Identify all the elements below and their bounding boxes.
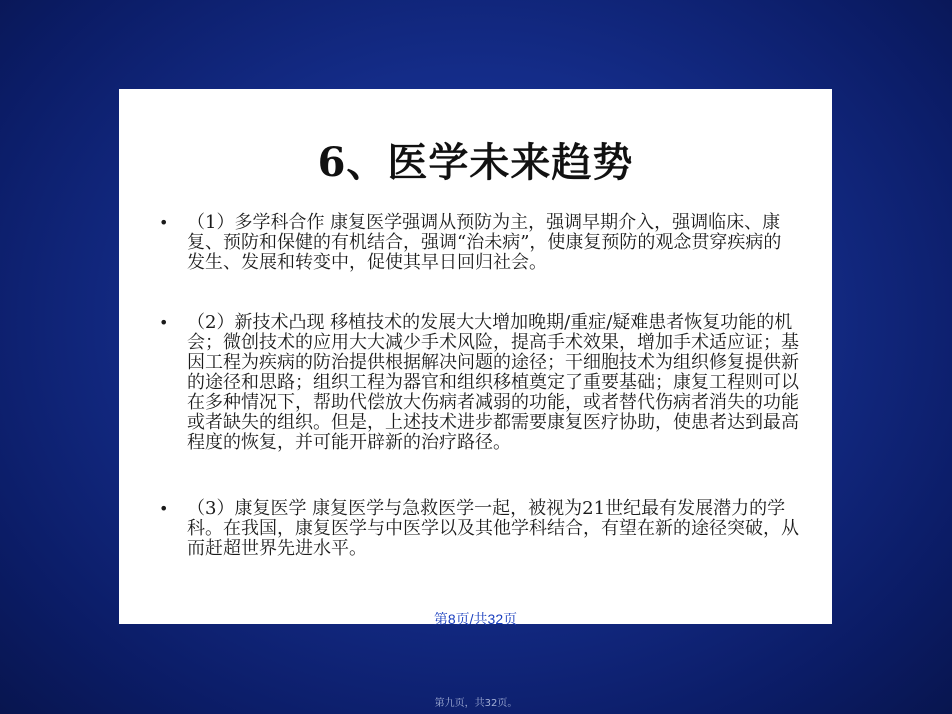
slide-canvas — [119, 89, 832, 627]
bullet-text: （3）康复医学 康复医学与急救医学一起，被视为21世纪最有发展潜力的学科。在我国，康复医学与中医学以及其他学科结合，有望在新的途径突破，从而赶超世界先进水平。 — [187, 498, 799, 559]
footer-page-note: 第九页，共32页。 — [434, 698, 518, 709]
bullet-marker: • — [159, 213, 169, 232]
bullet-text: （1）多学科合作 康复医学强调从预防为主，强调早期介入，强调临床、康复、预防和保健的有机结合，强调“治未病”，使康复预防的观念贯穿疾病的发生、发展和转变中，促使其早日回归社会。 — [187, 212, 782, 273]
bullet-text: （2）新技术凸现 移植技术的发展大大增加晚期/重症/疑难患者恢复功能的机会；微创技术的应用大大减少手术风险，提高手术效果，增加手术适应证；基因工程为疾病的防治提供根据解决问题的途径；干细胞技术为组织修复提供新的途径和思路；组织工程为器官和组织移植奠定了重要基础；康复工程则可以在多种情况下，帮助代偿放大伤病者减弱的功能，或者替代伤病者消失的功能或者缺失的组织。但是，上述技术进步都需要康复医疗协助，使患者达到最高程度的恢复，并可能开辟新的治疗路径。 — [187, 312, 799, 453]
slide-title: 6、医学未来趋势 — [317, 139, 634, 186]
bullet-item-1 — [159, 213, 799, 273]
bullet-item-2 — [159, 313, 799, 453]
bullet-marker: • — [159, 313, 169, 332]
bullet-marker: • — [159, 499, 169, 518]
bullet-item-3 — [159, 499, 799, 559]
page-indicator: 第8页/共32页 — [433, 611, 518, 627]
